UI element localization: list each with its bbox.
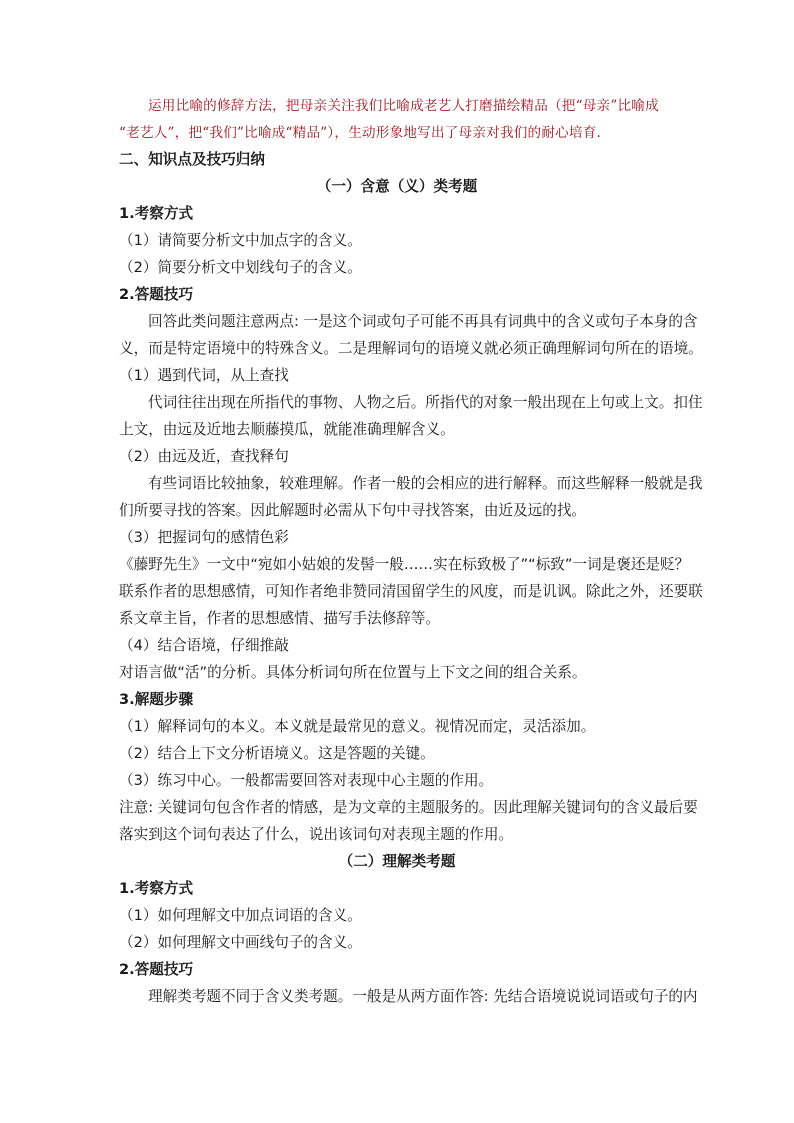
paragraph-line: 义，而是特定语境中的特殊含义。二是理解词句的语境义就必须正确理解词句所在的语境。: [119, 340, 703, 357]
part1-heading-3: 3.解题步骤: [119, 691, 194, 708]
part1-item: （2）简要分析文中划线句子的含义。: [119, 259, 362, 276]
part2-item: （2）如何理解文中画线句子的含义。: [119, 934, 362, 951]
part1-heading-1: 1.考察方式: [119, 205, 194, 222]
paragraph-line: 对语言做“活”的分析。具体分析词句所在位置与上下文之间的组合关系。: [119, 664, 587, 681]
part2-heading-2: 2.答题技巧: [119, 961, 194, 978]
intro-line-2: “老艺人”，把“我们”比喻成“精品”），生动形象地写出了母亲对我们的耐心培育.: [119, 125, 602, 141]
part1-title: （一）含意（义）类考题: [316, 178, 478, 195]
step-item: （2）结合上下文分析语境义。这是答题的关键。: [119, 745, 435, 762]
paragraph-line: 理解类考题不同于含义类考题。一般是从两方面作答: 先结合语境说说词语或句子的内: [148, 988, 698, 1005]
subheading: （3）把握词句的感情色彩: [119, 529, 289, 546]
section-heading: 二、知识点及技巧归纳: [119, 151, 265, 168]
part1-item: （1）请简要分析文中加点字的含义。: [119, 232, 362, 249]
part2-item: （1）如何理解文中加点词语的含义。: [119, 907, 362, 924]
paragraph-line: 有些词语比较抽象，较难理解。作者一般的会相应的进行解释。而这些解释一般就是我: [148, 475, 703, 492]
part2-title: （二）理解类考题: [338, 853, 456, 870]
paragraph-line: 们所要寻找的答案。因此解题时必需从下句中寻找答案，由近及远的找。: [119, 502, 587, 519]
paragraph-line: 《藤野先生》一文中“宛如小姑娘的发髻一般……实在标致极了”“标致”一词是褒还是贬？: [119, 556, 690, 573]
paragraph-line: 代词往往出现在所指代的事物、人物之后。所指代的对象一般出现在上句或上文。扣住: [148, 394, 703, 411]
part1-heading-2: 2.答题技巧: [119, 286, 194, 303]
paragraph-line: 系文章主旨，作者的思想感情、描写手法修辞等。: [119, 610, 441, 627]
subheading: （1）遇到代词，从上查找: [119, 367, 289, 384]
subheading: （4）结合语境，仔细推敲: [119, 637, 289, 654]
note-line: 注意: 关键词句包含作者的情感，是为文章的主题服务的。因此理解关键词句的含义最后要: [119, 799, 698, 816]
step-item: （1）解释词句的本义。本义就是最常见的意义。视情况而定，灵活添加。: [119, 718, 596, 735]
part2-heading-1: 1.考察方式: [119, 880, 194, 897]
step-item: （3）练习中心。一般都需要回答对表现中心主题的作用。: [119, 772, 494, 789]
note-line: 落实到这个词句表达了什么，说出该词句对表现主题的作用。: [119, 826, 514, 843]
intro-line-1: 运用比喻的修辞方法，把母亲关注我们比喻成老艺人打磨描绘精品（把“母亲”比喻成: [148, 98, 659, 114]
paragraph-line: 联系作者的思想感情，可知作者绝非赞同清国留学生的风度，而是讥讽。除此之外，还要联: [119, 583, 703, 600]
paragraph-line: 回答此类问题注意两点: 一是这个词或句子可能不再具有词典中的含义或句子本身的含: [148, 313, 698, 330]
paragraph-line: 上文，由远及近地去顺藤摸瓜，就能准确理解含义。: [119, 421, 455, 438]
subheading: （2）由远及近，查找释句: [119, 448, 289, 465]
